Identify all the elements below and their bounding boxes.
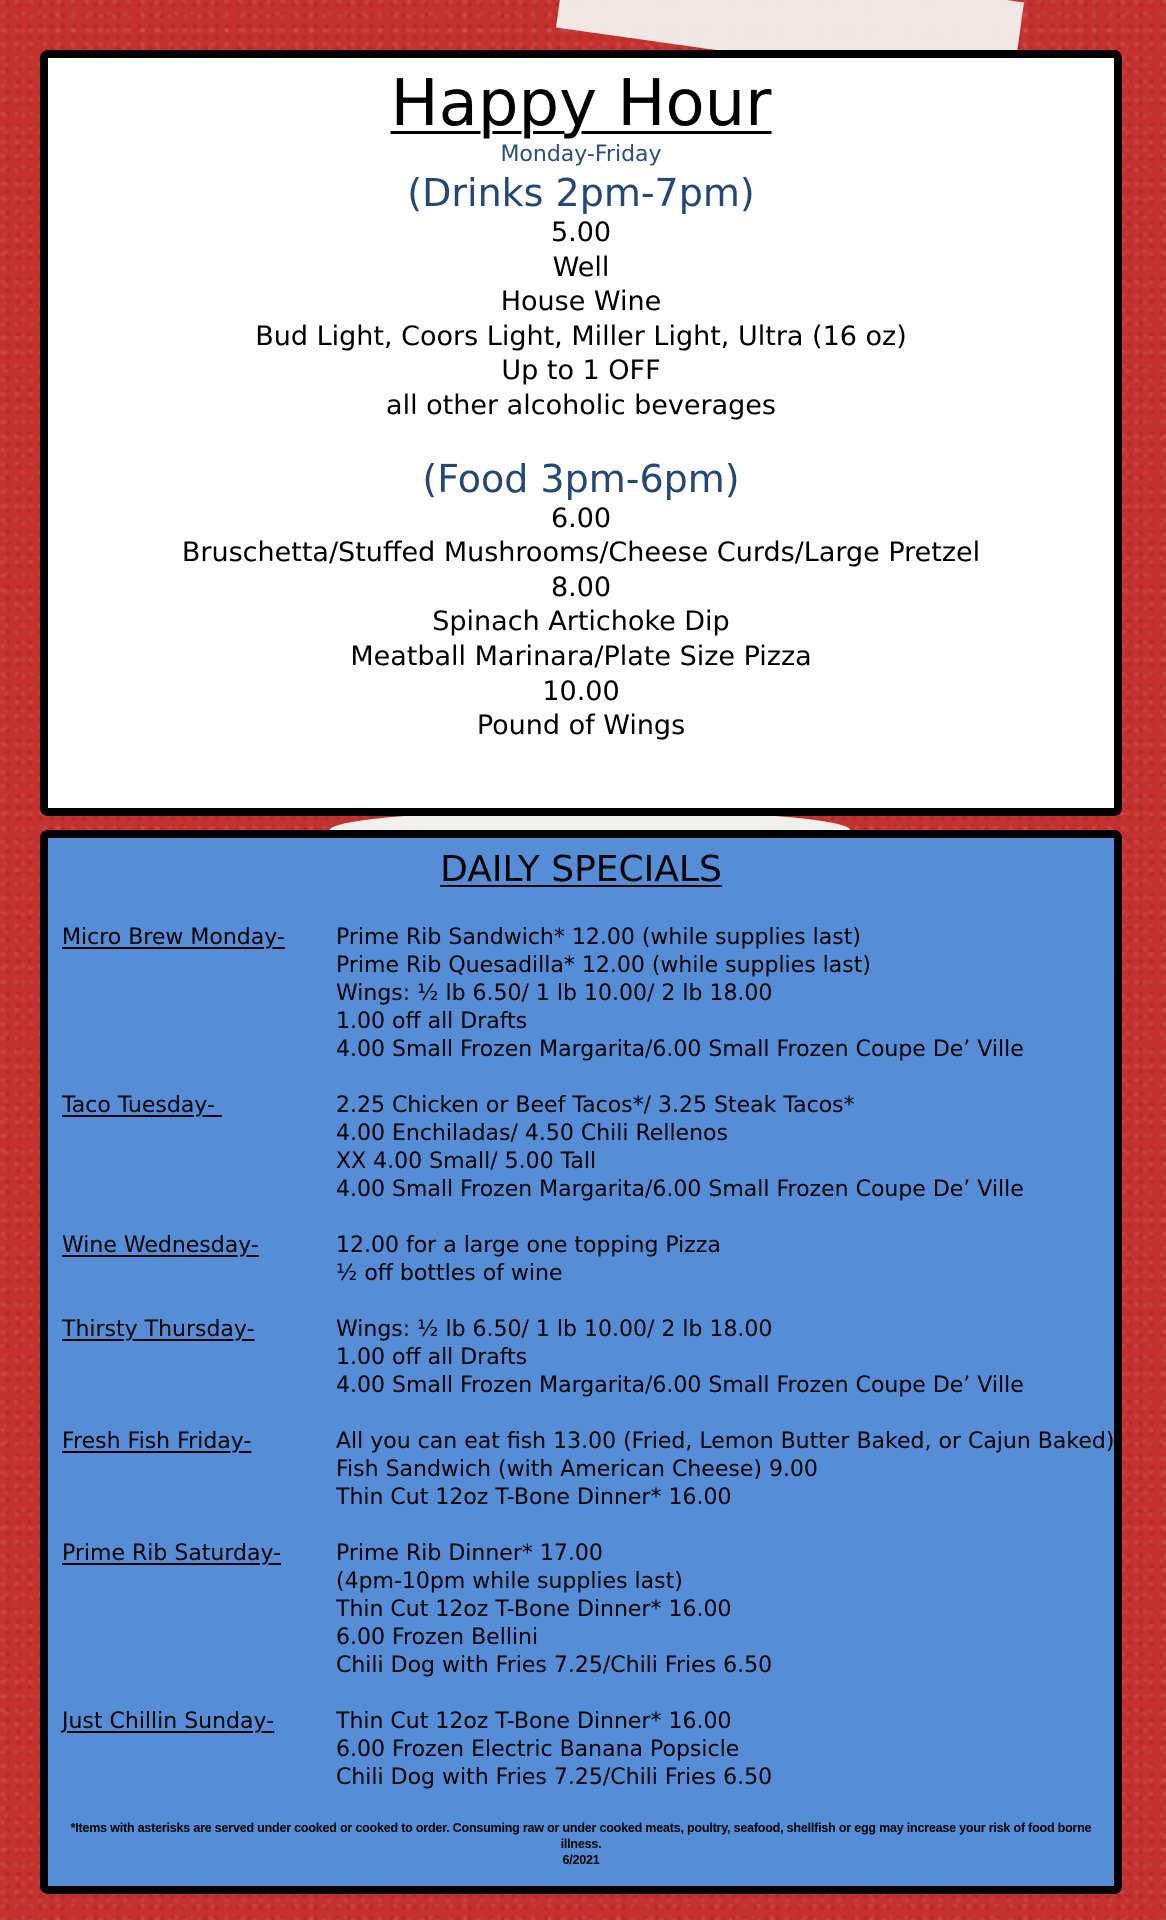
special-item: 4.00 Small Frozen Margarita/6.00 Small Frozen Coupe De’ Ville xyxy=(336,1037,1024,1062)
special-item: All you can eat fish 13.00 (Fried, Lemon Butter Baked, or Cajun Baked) xyxy=(336,1429,1115,1454)
day-label: Fresh Fish Friday- xyxy=(62,1429,252,1454)
day-block-friday xyxy=(62,1428,1115,1512)
food-heading: (Food 3pm-6pm) xyxy=(422,456,740,501)
drinks-line: Up to 1 OFF xyxy=(501,355,661,387)
day-label: Micro Brew Monday- xyxy=(62,925,285,950)
drinks-line: Bud Light, Coors Light, Miller Light, Ultra (16 oz) xyxy=(255,320,907,352)
drinks-list xyxy=(48,216,1114,424)
food-list xyxy=(48,502,1114,744)
drinks-line: 5.00 xyxy=(550,217,612,248)
day-block-wednesday xyxy=(62,1232,1100,1288)
special-item: 12.00 for a large one topping Pizza xyxy=(336,1233,721,1258)
special-item: Fish Sandwich (with American Cheese) 9.00 xyxy=(336,1457,818,1482)
drinks-line: House Wine xyxy=(500,286,662,318)
food-line: Meatball Marinara/Plate Size Pizza xyxy=(350,640,812,672)
special-item: Thin Cut 12oz T-Bone Dinner* 16.00 xyxy=(336,1485,732,1510)
daily-specials-list xyxy=(62,924,1115,1820)
special-item: Thin Cut 12oz T-Bone Dinner* 16.00 xyxy=(336,1709,732,1734)
day-label: Thirsty Thursday- xyxy=(62,1317,255,1342)
day-block-sunday xyxy=(62,1708,1100,1792)
special-item: 1.00 off all Drafts xyxy=(336,1345,528,1370)
day-block-thursday xyxy=(62,1316,1100,1400)
special-item: 1.00 off all Drafts xyxy=(336,1009,528,1034)
special-item: Wings: ½ lb 6.50/ 1 lb 10.00/ 2 lb 18.00 xyxy=(336,1317,773,1342)
menu-date: 6/2021 xyxy=(562,1853,600,1867)
section-gap xyxy=(48,424,1114,454)
special-item: 4.00 Small Frozen Margarita/6.00 Small Frozen Coupe De’ Ville xyxy=(336,1177,1024,1202)
food-line: Spinach Artichoke Dip xyxy=(432,606,730,638)
special-item: 2.25 Chicken or Beef Tacos*/ 3.25 Steak Tacos* xyxy=(336,1093,855,1118)
special-item: 4.00 Small Frozen Margarita/6.00 Small Frozen Coupe De’ Ville xyxy=(336,1373,1024,1398)
food-line: 8.00 xyxy=(550,571,612,603)
special-item: ½ off bottles of wine xyxy=(336,1261,563,1286)
special-item: Chili Dog with Fries 7.25/Chili Fries 6.50 xyxy=(336,1653,773,1678)
day-label: Taco Tuesday- xyxy=(62,1093,222,1118)
special-item: Chili Dog with Fries 7.25/Chili Fries 6.50 xyxy=(336,1765,773,1790)
special-item: 6.00 Frozen Electric Banana Popsicle xyxy=(336,1737,740,1762)
special-item: (4pm-10pm while supplies last) xyxy=(336,1569,683,1594)
happy-hour-days: Monday-Friday xyxy=(500,142,662,167)
day-block-saturday xyxy=(62,1540,1100,1680)
special-item: Prime Rib Quesadilla* 12.00 (while supplies last) xyxy=(336,953,871,978)
drinks-line: all other alcoholic beverages xyxy=(386,389,776,421)
special-item: XX 4.00 Small/ 5.00 Tall xyxy=(336,1149,597,1174)
drinks-heading: (Drinks 2pm-7pm) xyxy=(407,171,755,215)
day-block-tuesday xyxy=(62,1092,1100,1204)
allergy-footnote xyxy=(56,1820,1106,1868)
footnote-text: *Items with asterisks are served under cooked or cooked to order. Consuming raw or under cooked meats, poultry, seafood, shellfish or egg may increase your risk of food borne illness. xyxy=(70,1821,1092,1851)
food-line: Pound of Wings xyxy=(476,710,686,742)
drinks-line: Well xyxy=(552,251,610,283)
day-label: Prime Rib Saturday- xyxy=(62,1541,282,1566)
food-line: 10.00 xyxy=(542,675,620,707)
food-line: Bruschetta/Stuffed Mushrooms/Cheese Curds/Large Pretzel xyxy=(181,537,981,569)
food-line: 6.00 xyxy=(550,502,612,534)
special-item: Prime Rib Sandwich* 12.00 (while supplies last) xyxy=(336,925,861,950)
special-item: Prime Rib Dinner* 17.00 xyxy=(336,1541,603,1566)
special-item: Thin Cut 12oz T-Bone Dinner* 16.00 xyxy=(336,1597,732,1622)
special-item: 4.00 Enchiladas/ 4.50 Chili Rellenos xyxy=(336,1121,728,1146)
day-items xyxy=(336,1708,1100,1792)
day-block-monday xyxy=(62,924,1100,1064)
day-label: Just Chillin Sunday- xyxy=(62,1709,275,1734)
daily-specials-title: DAILY SPECIALS xyxy=(440,849,722,890)
day-items xyxy=(336,1232,1100,1288)
day-items xyxy=(336,1428,1114,1512)
day-items xyxy=(336,1092,1100,1204)
daily-specials-panel xyxy=(40,830,1122,1894)
day-items xyxy=(336,1316,1100,1400)
day-label: Wine Wednesday- xyxy=(62,1233,259,1258)
happy-hour-panel xyxy=(40,50,1122,816)
special-item: Wings: ½ lb 6.50/ 1 lb 10.00/ 2 lb 18.00 xyxy=(336,981,773,1006)
special-item: 6.00 Frozen Bellini xyxy=(336,1625,539,1650)
day-items xyxy=(336,924,1100,1064)
happy-hour-title: Happy Hour xyxy=(390,67,772,141)
day-items xyxy=(336,1540,1100,1680)
